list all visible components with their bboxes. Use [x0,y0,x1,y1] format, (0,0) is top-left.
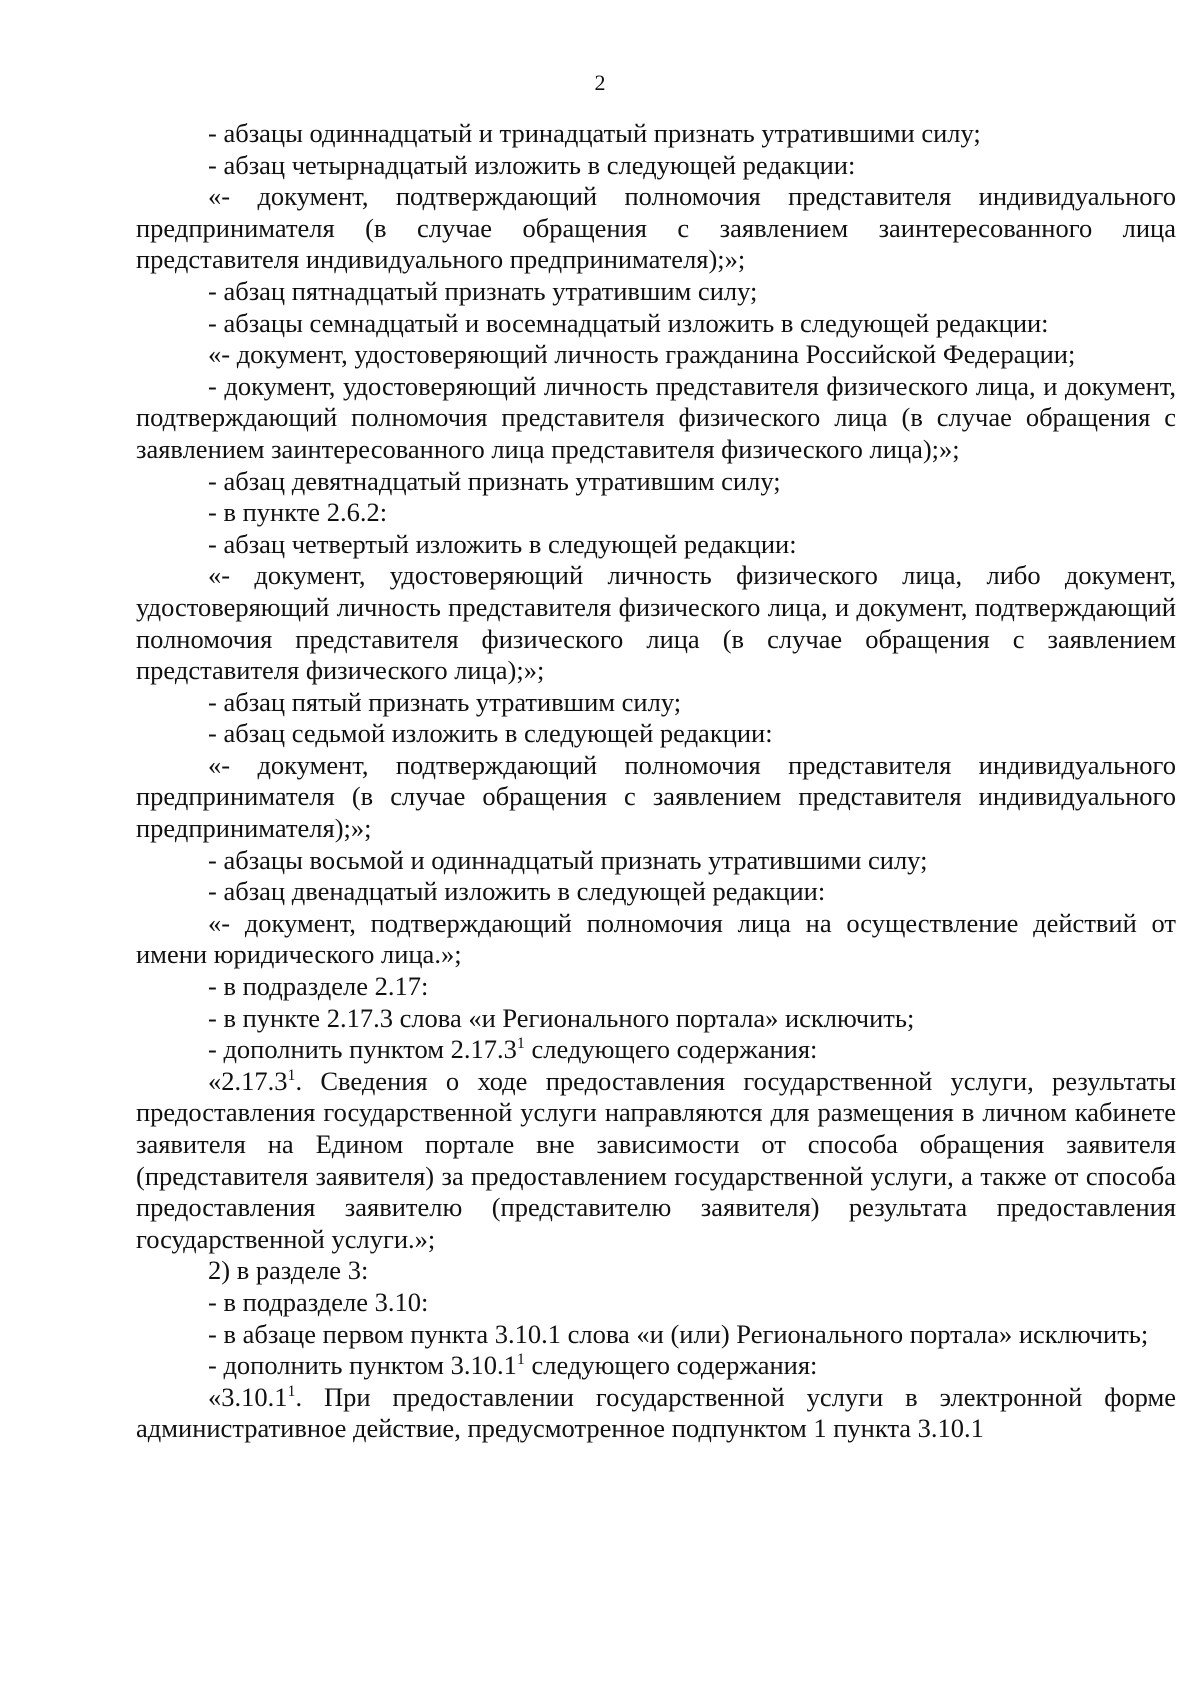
paragraph-text: «- документ, подтверждающий полномочия лица на осуществление действий от имени юридического лица.»; [136,907,1176,970]
paragraph [136,529,1176,561]
paragraph [136,845,1176,877]
paragraph-text: - абзац седьмой изложить в следующей редакции: [208,718,773,749]
paragraph [136,1003,1176,1035]
paragraph-text-continued: следующего содержания: [524,1034,818,1065]
paragraph-text: «- документ, подтверждающий полномочия представителя индивидуального предпринимателя (в случае обращения с заявлением заинтересованного лица представителя индивидуального предпринимателя);»; [136,181,1176,275]
paragraph [136,1066,1176,1256]
paragraph [136,497,1176,529]
superscript: 1 [516,1351,525,1369]
paragraph [136,276,1176,308]
paragraph [136,181,1176,276]
paragraph [136,718,1176,750]
paragraph-text: - документ, удостоверяющий личность представителя физического лица, и документ, подтверждающий полномочия представителя физического лица (в случае обращения с заявлением заинтересованного лица представителя физического лица);»; [136,370,1176,464]
paragraph [136,908,1176,971]
paragraph-text-continued: следующего содержания: [524,1350,818,1381]
paragraph [136,1319,1176,1351]
paragraph-text: - дополнить пунктом 2.17.3 [208,1034,517,1065]
paragraph-text: - абзацы восьмой и одиннадцатый признать утратившими силу; [208,844,928,875]
paragraph-text: 2) в разделе 3: [208,1255,369,1286]
paragraph [136,687,1176,719]
paragraph-text: - абзац пятнадцатый признать утратившим силу; [208,275,758,306]
paragraph-text: «- документ, удостоверяющий личность физического лица, либо документ, удостоверяющий личность представителя физического лица, и документ, подтверждающий полномочия представителя физического лица (в случае обращения с заявлением представителя физического лица);»; [136,560,1176,686]
paragraph [136,1287,1176,1319]
paragraph [136,1255,1176,1287]
paragraph [136,1034,1176,1066]
paragraph [136,1350,1176,1382]
document-body [136,118,1176,1445]
paragraph-text: - абзац четвертый изложить в следующей редакции: [208,528,797,559]
paragraph-text: - абзацы одиннадцатый и тринадцатый признать утратившими силу; [208,118,981,148]
paragraph-text: «2.17.3 [208,1065,288,1096]
paragraph-text: - абзац двенадцатый изложить в следующей редакции: [208,876,826,907]
paragraph [136,560,1176,686]
paragraph-text: «- документ, удостоверяющий личность гражданина Российской Федерации; [208,339,1076,370]
paragraph-text: - в подразделе 3.10: [208,1286,429,1317]
paragraph [136,466,1176,498]
paragraph-text: - абзацы семнадцатый и восемнадцатый изложить в следующей редакции: [208,307,1049,338]
paragraph-text: «3.10.1 [208,1381,288,1412]
paragraph-text-continued: . Сведения о ходе предоставления государственной услуги, результаты предоставления государственной услуги направляются для размещения в личном кабинете заявителя на Едином портале вне зависимости от способа обращения заявителя (представителя заявителя) за предоставлением государственной услуги, а также от способа предоставления заявителю (представителю заявителя) результата предоставления государственной услуги.»; [136,1065,1176,1254]
paragraph-text: - в абзаце первом пункта 3.10.1 слова «и (или) Регионального портала» исключить; [208,1318,1149,1349]
paragraph [136,371,1176,466]
paragraph [136,308,1176,340]
paragraph [136,118,1176,150]
paragraph-text: - абзац пятый признать утратившим силу; [208,686,682,717]
paragraph [136,971,1176,1003]
page-number: 2 [594,70,606,95]
paragraph-text-continued: . При предоставлении государственной услуги в электронной форме административное действие, предусмотренное подпунктом 1 пункта 3.10.1 [136,1381,1176,1444]
paragraph [136,876,1176,908]
paragraph-text: «- документ, подтверждающий полномочия представителя индивидуального предпринимателя (в случае обращения с заявлением представителя индивидуального предпринимателя);»; [136,749,1176,844]
superscript: 1 [287,1066,296,1084]
paragraph-text: - в пункте 2.17.3 слова «и Регионального портала» исключить; [208,1002,915,1033]
paragraph [136,339,1176,371]
paragraph-text: - в пункте 2.6.2: [208,497,388,528]
superscript: 1 [516,1035,525,1053]
paragraph-text: - дополнить пунктом 3.10.1 [208,1350,517,1381]
paragraph [136,1382,1176,1445]
superscript: 1 [287,1382,296,1400]
paragraph [136,150,1176,182]
paragraph-text: - абзац четырнадцатый изложить в следующей редакции: [208,149,856,180]
paragraph-text: - абзац девятнадцатый признать утратившим силу; [208,465,781,496]
paragraph [136,750,1176,845]
paragraph-text: - в подразделе 2.17: [208,971,429,1002]
